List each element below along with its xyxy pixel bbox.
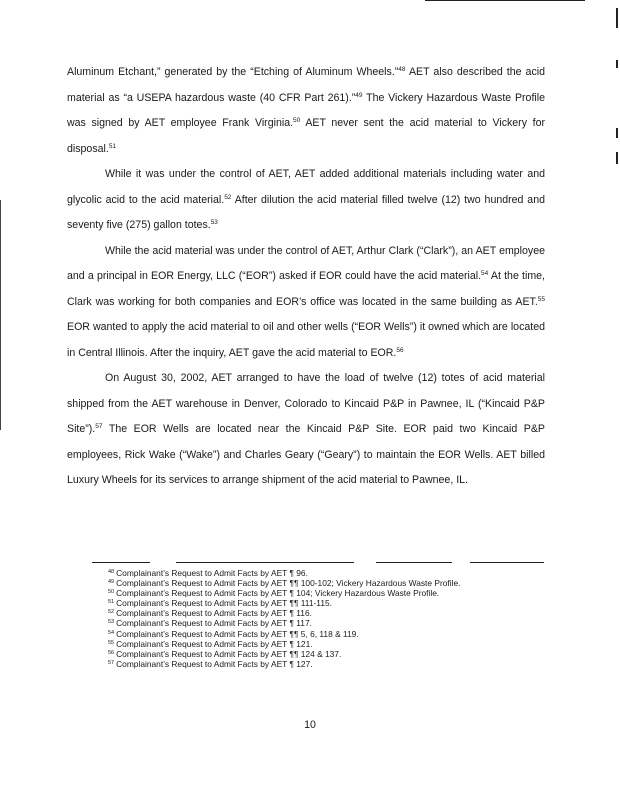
footnote-marker: 48: [398, 66, 406, 73]
footnote-text: Complainant’s Request to Admit Facts by AET ¶ 116.: [116, 608, 312, 619]
paragraph-text: The Vickery Hazardous Waste Profile was signed by AET employee Frank Virginia.: [67, 91, 545, 129]
paragraph-text: The EOR Wells are located near the Kincaid P&P Site. EOR paid two Kincaid P&P employees, Rick Wake (“Wake”) and Charles Geary (“Geary”) to maintain the EOR Wells. AET billed Luxury Wheels for its services to arrange shipment of the acid material to Pawnee, IL.: [67, 423, 545, 486]
footnote-text: Complainant’s Request to Admit Facts by AET ¶ 117.: [116, 618, 312, 629]
footnote-marker: 57: [95, 423, 103, 430]
footnote-text: Complainant’s Request to Admit Facts by AET ¶ 104; Vickery Hazardous Waste Profile.: [116, 588, 440, 599]
footnote: [108, 588, 548, 598]
footnote: [108, 568, 548, 578]
footnote-text: Complainant’s Request to Admit Facts by AET ¶¶ 124 & 137.: [116, 648, 342, 659]
footnote-number: 51: [108, 599, 115, 606]
footnote: [108, 578, 548, 588]
paragraph-text: On August 30, 2002, AET arranged to have the load of twelve (12) totes of acid material shipped from the AET warehouse in Denver, Colorado to Kincaid P&P in Pawnee, IL (“Kincaid P&P Site”).: [67, 372, 545, 435]
footnote-number: 48: [108, 569, 115, 575]
footnote-marker: 54: [481, 270, 489, 277]
footnote-number: 49: [108, 579, 115, 586]
scan-edge-mark: [616, 152, 618, 164]
scan-edge-mark: [616, 8, 618, 28]
paragraph-text: While the acid material was under the control of AET, Arthur Clark (“Clark”), an AET employee and a principal in EOR Energy, LLC (“EOR”) asked if EOR could have the acid material.: [67, 244, 545, 282]
footnote-text: Complainant’s Request to Admit Facts by AET ¶ 121.: [116, 638, 313, 649]
footnote-number: 56: [108, 649, 115, 656]
paragraph-text: At the time, Clark was working for both companies and EOR’s office was located in the same building as AET.: [67, 270, 545, 308]
paragraph-text: AET never sent the acid material to Vickery for disposal.: [67, 117, 546, 155]
footnote-number: 50: [108, 589, 115, 596]
footnote-number: 52: [108, 609, 115, 616]
footnote-text: Complainant’s Request to Admit Facts by AET ¶¶ 111-115.: [116, 598, 332, 609]
footnote-marker: 56: [396, 346, 404, 354]
footnote-text: Complainant’s Request to Admit Facts by AET ¶ 127.: [116, 658, 313, 669]
footnote-number: 55: [108, 639, 115, 646]
paragraph-text: Aluminum Etchant,” generated by the “Etching of Aluminum Wheels.”: [67, 66, 399, 78]
footnote: [108, 608, 548, 618]
footnotes: [108, 568, 548, 669]
footnote: [108, 659, 548, 669]
paragraph-text: After dilution the acid material filled twelve (12) two hundred and seventy five (275) gallon totes.: [67, 193, 545, 231]
footnote-marker: 50: [293, 117, 301, 124]
scan-left-mark: [0, 200, 1, 430]
paragraph-text: EOR wanted to apply the acid material to oil and other wells (“EOR Wells”) it owned which are located in Central Illinois. After the inquiry, AET gave the acid material to EOR.: [67, 321, 545, 359]
paragraph: [67, 162, 545, 239]
paragraph-text: While it was under the control of AET, AET added additional materials including water and glycolic acid to the acid material.: [67, 168, 545, 206]
footnote-marker: 52: [224, 193, 232, 201]
footnote: [108, 639, 548, 649]
footnote-marker: 55: [537, 295, 545, 303]
paragraph: [67, 239, 545, 367]
footnote: [108, 649, 548, 659]
footnote: [108, 598, 548, 608]
footnote-number: 57: [108, 659, 115, 666]
footnote-number: 53: [108, 619, 115, 626]
paragraph: [67, 366, 545, 494]
paragraph-text: AET also described the acid material as “a USEPA hazardous waste (40 CFR Part 261).”: [67, 66, 545, 104]
footnote-marker: 51: [108, 142, 117, 150]
footnote-text: Complainant’s Request to Admit Facts by AET ¶¶ 100-102; Vickery Hazardous Waste Profile.: [116, 578, 461, 589]
scan-edge-mark: [616, 128, 618, 138]
paragraph: [67, 60, 545, 162]
footnote-marker: 53: [210, 219, 218, 226]
document-body: [67, 60, 545, 494]
scan-edge-mark: [616, 60, 618, 68]
footnote: [108, 618, 548, 628]
footnote-number: 54: [108, 629, 115, 636]
footnote: [108, 629, 548, 639]
page-number: 10: [304, 719, 316, 731]
footnote-separator: [92, 562, 544, 564]
footnote-marker: 49: [355, 91, 363, 99]
footnote-text: Complainant’s Request to Admit Facts by AET ¶ 96.: [116, 568, 308, 578]
footnote-text: Complainant’s Request to Admit Facts by AET ¶¶ 5, 6, 118 & 119.: [116, 628, 359, 639]
scan-top-rule: [425, 0, 585, 1]
